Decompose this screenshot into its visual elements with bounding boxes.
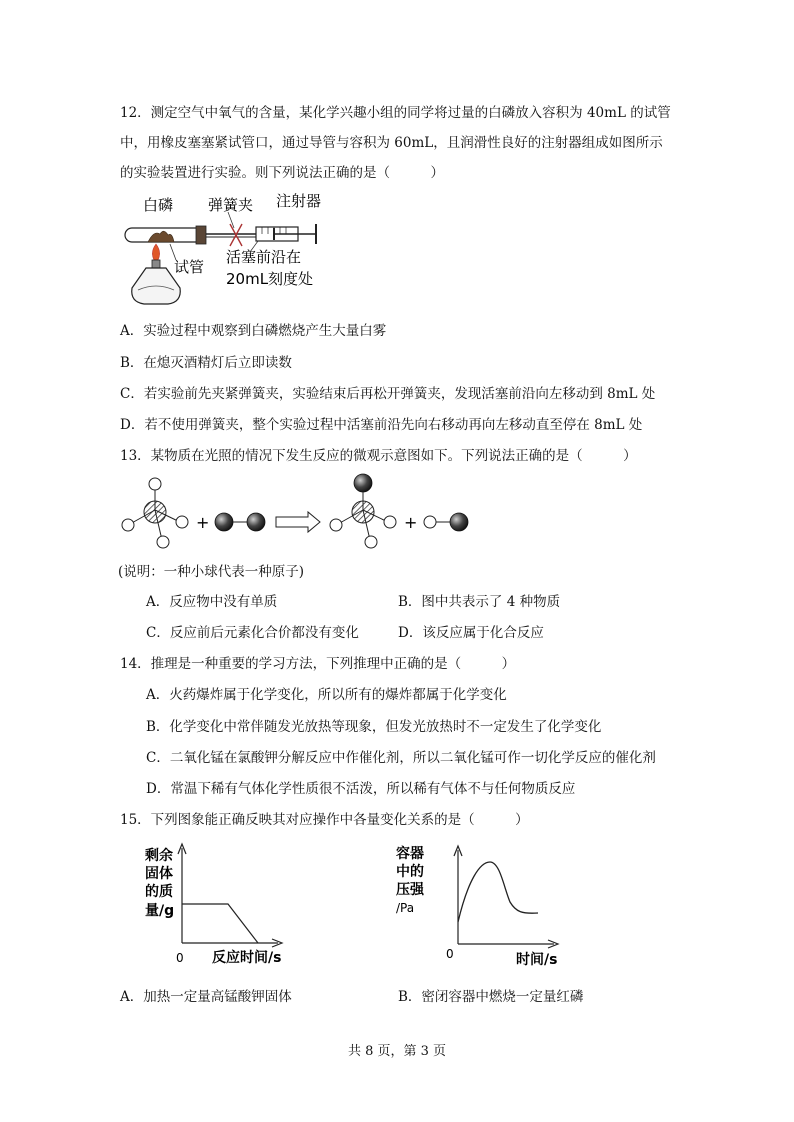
product-molecule-1 [330, 474, 396, 548]
q12-option-c: C．若实验前先夹紧弹簧夹，实验结束后再松开弹簧夹，发现活塞前沿向左移动到 8mL 处 [120, 386, 656, 402]
q15-stem: 15．下列图象能正确反映其对应操作中各量变化关系的是（ ） [120, 812, 529, 828]
graph-a-curve [182, 904, 258, 943]
graph-b-ylabel-3: 压强 [396, 882, 424, 898]
product-molecule-2 [424, 513, 468, 531]
q13-reaction-figure [118, 472, 478, 556]
tube-label-pointer [170, 244, 176, 260]
graph-b-svg [388, 840, 578, 970]
graph-a-svg [140, 840, 300, 970]
graph-b-ylabel-4: /Pa [396, 901, 415, 915]
graph-a-ylabel-4: 量/g [145, 903, 175, 919]
q12-apparatus-figure [118, 190, 358, 315]
q14-stem: 14．推理是一种重要的学习方法，下列推理中正确的是（ ） [120, 656, 516, 672]
rubber-stopper-shape [196, 226, 206, 244]
plus-sign: + [404, 513, 418, 532]
reactant-molecule-1 [122, 478, 188, 548]
graph-a-xlabel: 反应时间/s [212, 950, 282, 966]
white-phosphorus-shape [148, 231, 174, 242]
q12-option-d: D．若不使用弹簧夹，整个实验过程中活塞前沿先向右移动再向左移动直至停在 8mL 处 [120, 417, 643, 433]
q14-option-c: C．二氧化锰在氯酸钾分解反应中作催化剂，所以二氧化锰可作一切化学反应的催化剂 [146, 750, 656, 766]
graph-a-ylabel-2: 固体 [145, 866, 173, 882]
q14-option-d: D．常温下稀有气体化学性质很不活泼，所以稀有气体不与任何物质反应 [146, 781, 576, 797]
q13-stem: 13．某物质在光照的情况下发生反应的微观示意图如下。下列说法正确的是（ ） [120, 448, 637, 464]
q15-option-a: A．加热一定量高锰酸钾固体 [120, 989, 292, 1005]
label-white-phosphorus: 白磷 [143, 196, 174, 214]
q13-reaction-diagram [118, 472, 478, 556]
graph-b-curve [458, 862, 538, 922]
q13-option-c: C．反应前后元素化合价都没有变化 [146, 625, 359, 641]
q12-stem-line3: 的实验装置进行实验。则下列说法正确的是（ ） [120, 165, 444, 181]
graph-b-xlabel: 时间/s [516, 952, 558, 968]
graph-b-origin: 0 [446, 947, 454, 961]
q12-apparatus-diagram [118, 190, 358, 315]
label-piston-1: 活塞前沿在 [226, 248, 302, 266]
q12-option-a: A．实验过程中观察到白磷燃烧产生大量白雾 [120, 323, 387, 339]
graph-a-ylabel-1: 剩余 [145, 848, 173, 864]
label-test-tube: 试管 [174, 258, 205, 276]
flame-shape [152, 244, 159, 260]
q13-option-a: A．反应物中没有单质 [146, 594, 278, 610]
q15-option-b: B．密闭容器中燃烧一定量红磷 [398, 989, 584, 1005]
graph-b-ylabel-1: 容器 [396, 846, 424, 862]
q13-option-b: B．图中共表示了 4 种物质 [398, 594, 561, 610]
reactant-molecule-2 [215, 513, 265, 531]
label-syringe: 注射器 [276, 192, 322, 210]
q12-stem-line1: 12．测定空气中氧气的含量，某化学兴趣小组的同学将过量的白磷放入容积为 40mL 的试管 [120, 105, 671, 121]
q14-option-a: A．火药爆炸属于化学变化，所以所有的爆炸都属于化学变化 [146, 687, 507, 703]
label-piston-2: 20mL刻度处 [226, 270, 314, 288]
q15-graph-a [140, 840, 300, 970]
reaction-arrow [276, 512, 320, 532]
page-footer: 共 8 页，第 3 页 [347, 1044, 447, 1059]
graph-a-origin: 0 [176, 951, 184, 965]
q12-stem-line2: 中，用橡皮塞塞紧试管口，通过导管与容积为 60mL，且润滑性良好的注射器组成如图所示 [120, 135, 663, 151]
spring-clamp-shape [230, 224, 242, 246]
q15-graph-b [388, 840, 578, 970]
q13-option-d: D．该反应属于化合反应 [398, 625, 544, 641]
graph-a-ylabel-3: 的质 [145, 884, 173, 900]
graph-b-ylabel-2: 中的 [396, 864, 424, 880]
q14-option-b: B．化学变化中常伴随发光放热等现象，但发光放热时不一定发生了化学变化 [146, 719, 602, 735]
plus-sign: + [196, 513, 210, 532]
label-spring-clamp: 弹簧夹 [208, 196, 254, 214]
q13-note: (说明：一种小球代表一种原子) [118, 564, 305, 580]
lamp-wick-holder-shape [152, 260, 160, 268]
q12-option-b: B．在熄灭酒精灯后立即读数 [120, 355, 292, 371]
